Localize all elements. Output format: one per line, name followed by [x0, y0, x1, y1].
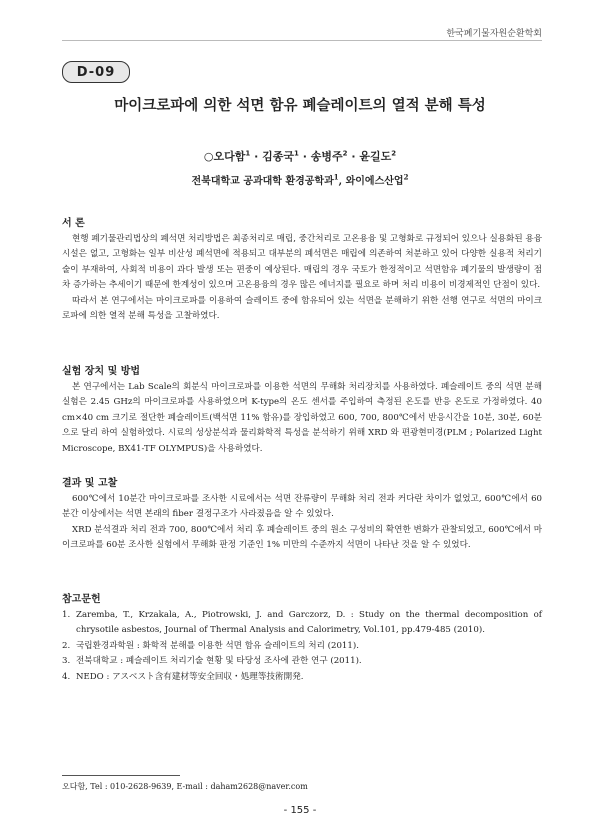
author-4: 윤길도	[359, 150, 392, 163]
author-separator: ·	[250, 150, 263, 163]
reference-item	[62, 608, 542, 639]
paper-title: 마이크로파에 의한 석면 함유 폐슬레이트의 열적 분해 특성	[114, 98, 486, 114]
author-1: 오다함	[213, 150, 246, 163]
author-1-affil: 1	[245, 149, 251, 158]
affiliation-1: 전북대학교 공과대학 환경공학과	[191, 176, 334, 187]
header-divider	[62, 40, 542, 41]
paper-code-badge: D-09	[62, 61, 130, 83]
author-3: 송병주	[310, 150, 343, 163]
affiliations	[0, 172, 600, 187]
page-number: - 155 -	[283, 805, 317, 816]
author-separator: ·	[347, 150, 360, 163]
affiliation-1-mark: 1	[333, 172, 339, 182]
reference-number: 3.	[62, 656, 71, 666]
paragraph: XRD 분석결과 처리 전과 700, 800℃에서 처리 후 폐슬레이트 중의 원소 구성비의 확연한 변화가 관찰되었고, 600℃에서 마이크로파를 60분 조사한 실험에서 무해화 판정 기준인 1% 미만의 수준까지 석면이 나타난 것을 알 수 있었다.	[62, 524, 542, 550]
author-separator: ·	[298, 150, 311, 163]
author-4-affil: 2	[391, 149, 397, 158]
section-introduction	[62, 216, 542, 325]
section-results	[62, 476, 542, 554]
reference-number: 4.	[62, 671, 71, 682]
section-references	[62, 592, 542, 685]
reference-text: 국립환경과학원 : 화학적 분해를 이용한 석면 함유 슬레이트의 처리 (2011).	[76, 640, 359, 651]
affiliation-2: , 와이에스산업	[338, 176, 404, 187]
reference-item	[62, 639, 542, 655]
footnote-divider	[62, 775, 180, 776]
reference-text: NEDO : アスベスト含有建材等安全回収・処理等技術開発.	[76, 671, 304, 682]
paragraph: 600℃에서 10분간 마이크로파를 조사한 시료에서는 석면 잔류량이 무해화 처리 전과 커다란 차이가 없었고, 600℃에서 60분간 이상에서는 석면 본래의 fiber 결정구조가 사라졌음을 알 수 있었다.	[62, 493, 542, 519]
section-heading: 결과 및 고찰	[62, 478, 118, 489]
section-heading: 서 론	[62, 218, 85, 229]
paragraph: 현행 폐기물관리법상의 폐석면 처리방법은 최종처리로 매립, 중간처리로 고온용융 및 고형화로 규정되어 있으나 실용화된 용융시설은 없고, 고형화는 일부 비산성 폐석면에 적용되고 대부분의 폐석면은 매립에 의존하여 처분하고 있어 다양한 실용적 처리기술이 부재하여, 사회적 비용이 과다 발생 또는 편중이 예상된다. 매립의 경우 국토가 한정적이고 석면함유 폐기물의 발생량이 점차 증가하는 추세이기 때문에 한계성이 있으며 고온용융의 경우 많은 에너지를 필요로 하며 처리 비용이 비경제적인 단점이 있다.	[62, 233, 542, 290]
corresponding-author-footnote: 오다함, Tel : 010-2628-9639, E-mail : daham2628@naver.com	[62, 782, 308, 791]
section-heading: 참고문헌	[62, 594, 101, 605]
author-list	[0, 148, 600, 164]
reference-number: 2.	[62, 640, 71, 651]
author-2-affil: 1	[294, 149, 299, 158]
reference-item	[62, 670, 542, 686]
author-2: 김종국	[262, 150, 294, 163]
society-name: 한국폐기물자원순환학회	[446, 29, 542, 39]
reference-text: 전북대학교 : 폐슬레이트 처리기술 현황 및 타당성 조사에 관한 연구 (2011).	[76, 656, 362, 666]
section-methods	[62, 364, 542, 457]
reference-number: 1.	[62, 609, 71, 620]
reference-item	[62, 654, 542, 670]
affiliation-2-mark: 2	[403, 172, 409, 182]
author-3-affil: 2	[342, 149, 348, 158]
paragraph: 본 연구에서는 Lab Scale의 회분식 마이크로파를 이용한 석면의 무해화 처리장치를 사용하였다. 폐슬레이트 중의 석면 분해 실험은 2.45 GHz의 마이크로파를 사용하였으며 K-type의 온도 센서를 주입하여 측정된 온도를 반응 온도로 가정하였다. 40 cm×40 cm 크기로 절단한 폐슬레이트(백석면 11% 함유)를 장입하였고 600, 700, 800℃에서 반응시간을 10분, 30분, 60분으로 달리 하여 실험하였다. 시료의 성상분석과 물리화학적 특성을 분석하기 위해 XRD 와 편광현미경(PLM ; Polarized Light Microscope, BX41-TF OLYMPUS)을 사용하였다.	[62, 381, 542, 454]
section-heading: 실험 장치 및 방법	[62, 366, 141, 377]
reference-text: Zaremba, T., Krzakala, A., Piotrowski, J. and Garczorz, D. : Study on the thermal decomposition of chrysotile asbestos, Journal of Thermal Analysis and Calorimetry, Vol.101, pp.479-485 (2010).	[76, 609, 542, 635]
paragraph: 따라서 본 연구에서는 마이크로파를 이용하여 슬레이트 중에 함유되어 있는 석면을 분해하기 위한 선행 연구로 석면의 마이크로파에 의한 열적 분해 특성을 고찰하였다.	[62, 295, 542, 321]
presenter-mark: ○	[203, 150, 214, 163]
